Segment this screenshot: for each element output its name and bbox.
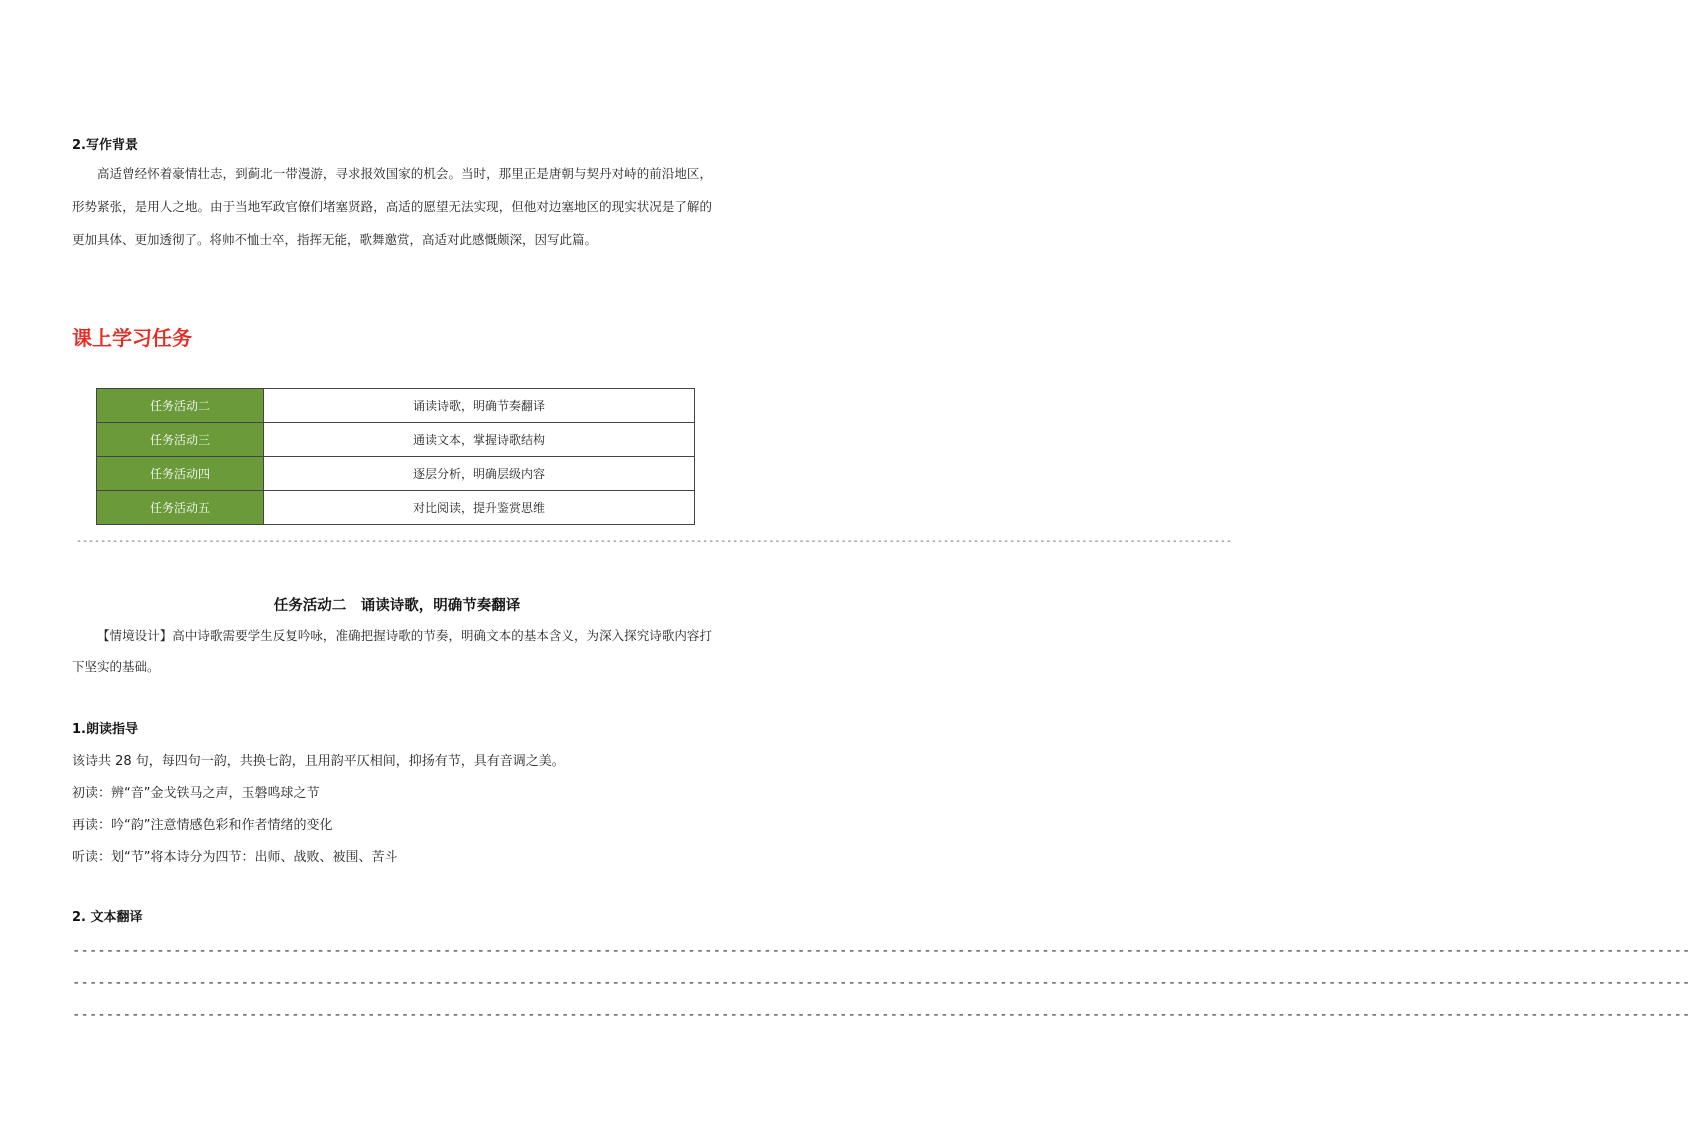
reading-guide-line: 初读：辨“音”金戈铁马之声，玉磐鸣球之节 (72, 786, 320, 801)
table-row (97, 389, 695, 423)
task-desc-cell: 诵读诗歌，明确节奏翻译 (264, 389, 695, 423)
task-name-cell: 任务活动三 (97, 423, 264, 457)
task-name-cell: 任务活动四 (97, 457, 264, 491)
answer-line: ------------------------------------------------------------------------------------------------------------------------------------------------------------------------------------------------ (72, 975, 1690, 991)
table-row (97, 457, 695, 491)
answer-line: ------------------------------------------------------------------------------------------------------------------------------------------------------------------------------------------------ (72, 1007, 1690, 1023)
task-desc-cell: 通读文本，掌握诗歌结构 (264, 423, 695, 457)
answer-line: ------------------------------------------------------------------------------------------------------------------------------------------------------------------------------------------------ (72, 943, 1690, 959)
reading-guide-line: 该诗共 28 句，每四句一韵，共换七韵，且用韵平仄相间，抑扬有节，具有音调之美。 (72, 754, 565, 769)
background-paragraph: 高适曾经怀着豪情壮志，到蓟北一带漫游，寻求报效国家的机会。当时，那里正是唐朝与契丹对峙的前沿地区，形势紧张，是用人之地。由于当地军政官僚们堵塞贤路，高适的愿望无法实现，但他对边塞地区的现实状况是了解的更加具体、更加透彻了。将帅不恤士卒，指挥无能，歌舞邀赏，高适对此感慨颇深，因写此篇。 (72, 166, 712, 247)
translation-heading: 2. 文本翻译 (72, 910, 143, 925)
reading-guide-line: 听读：划“节”将本诗分为四节：出师、战败、被围、苦斗 (72, 850, 398, 865)
activity-intro: 【情境设计】高中诗歌需要学生反复吟咏，准确把握诗歌的节奏，明确文本的基本含义，为深入探究诗歌内容打下坚实的基础。 (72, 628, 712, 674)
section-title: 课上学习任务 (72, 326, 192, 350)
tasks-table-wrapper (96, 388, 695, 525)
reading-guide-heading: 1.朗读指导 (72, 722, 138, 737)
task-name-cell: 任务活动五 (97, 491, 264, 525)
task-desc-cell: 逐层分析，明确层级内容 (264, 457, 695, 491)
activity-title: 任务活动二 诵读诗歌，明确节奏翻译 (273, 597, 521, 614)
table-row (97, 423, 695, 457)
task-desc-cell: 对比阅读，提升鉴赏思维 (264, 491, 695, 525)
task-name-cell: 任务活动二 (97, 389, 264, 423)
tasks-table (96, 388, 695, 525)
section-divider: ------------------------------------------------------------------------------------------------------------------------------------------------------------------------------------------------ (76, 536, 1232, 547)
background-heading: 2.写作背景 (72, 138, 138, 153)
reading-guide-line: 再读：吟“韵”注意情感色彩和作者情绪的变化 (72, 818, 333, 833)
table-row (97, 491, 695, 525)
